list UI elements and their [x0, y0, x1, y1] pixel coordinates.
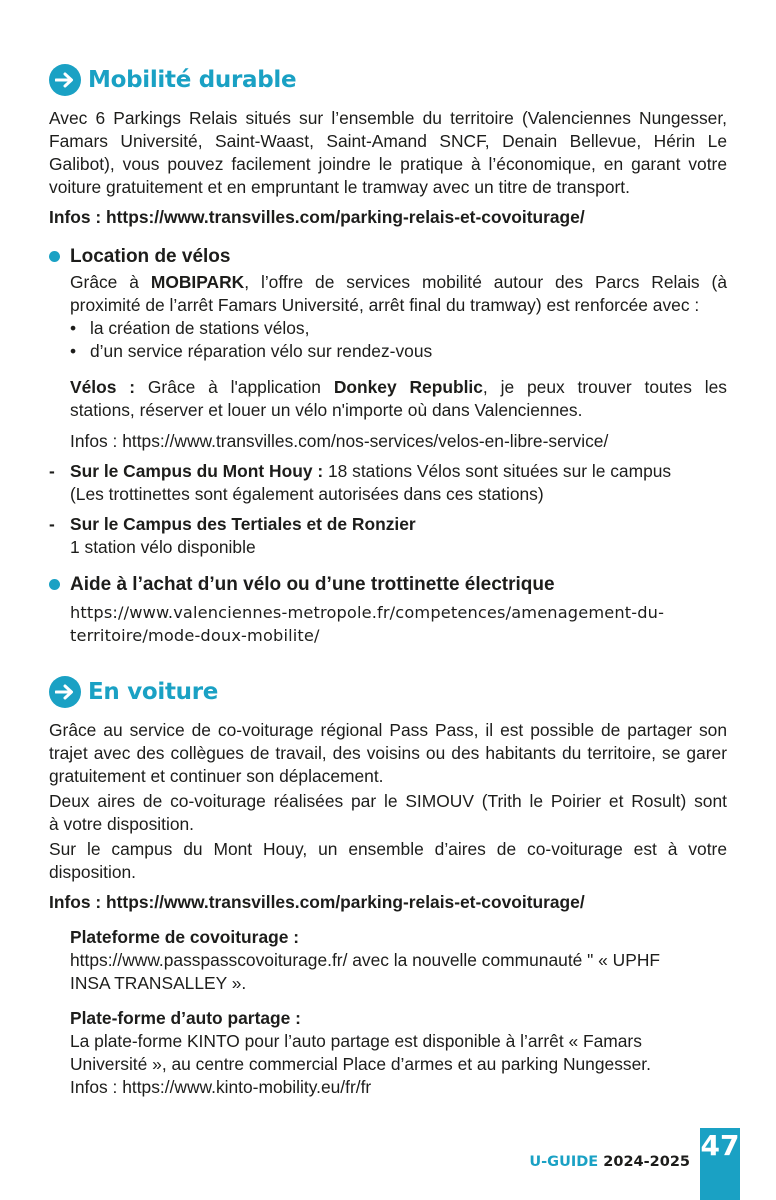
paragraph — [49, 719, 727, 788]
list-item — [49, 460, 727, 506]
text-line: proximité de l’arrêt Famars Université, arrêt final du tramway) est renforcée avec : — [70, 295, 700, 315]
bullet-dot-icon — [49, 251, 60, 262]
plateforme-heading: Plateforme de covoiturage : — [70, 927, 300, 947]
heading-text: Aide à l’achat d’un vélo ou d’une trottinette électrique — [70, 573, 555, 595]
footer — [529, 1128, 776, 1200]
section-title: Mobilité durable — [88, 66, 297, 93]
text-line: Galibot), vous pouvez facilement joindre le pratique à l’économique, en garant votre — [49, 154, 727, 174]
text-line: La plate-forme KINTO pour l’auto partage est disponible à l’arrêt « Famars — [70, 1031, 642, 1051]
text-line: voiture gratuitement et en empruntant le tramway avec un titre de transport. — [49, 177, 630, 197]
autopartage-heading: Plate-forme d’auto partage : — [70, 1008, 301, 1028]
velos-label: Vélos : — [70, 377, 136, 397]
arrow-right-circle-icon — [49, 64, 81, 96]
campus-label: Sur le Campus des Tertiales et de Ronzier — [70, 514, 416, 534]
dash-marker: - — [49, 514, 55, 534]
text-line: Infos : https://www.kinto-mobility.eu/fr/fr — [70, 1077, 372, 1097]
infos-link[interactable]: Infos : https://www.transvilles.com/parking-relais-et-covoiturage/ — [49, 892, 585, 912]
text-line: gratuitement et continuer son déplacement. — [49, 766, 384, 786]
section-heading-voiture — [49, 672, 727, 712]
text: , l’offre de services mobilité autour des Parcs Relais (à — [244, 272, 727, 292]
guide-year: 2024-2025 — [603, 1154, 690, 1170]
bullet-marker: • — [70, 341, 77, 361]
location-velos-body — [49, 271, 727, 453]
text: Grâce à — [70, 272, 151, 292]
section-heading-mobilite — [49, 60, 727, 100]
infos-link[interactable]: Infos : https://www.transvilles.com/parking-relais-et-covoiturage/ — [49, 207, 585, 227]
text: , je peux trouver toutes les — [482, 377, 727, 397]
aide-link[interactable] — [49, 601, 727, 647]
mobipark-label: MOBIPARK — [150, 272, 245, 292]
footer-label — [529, 1151, 690, 1174]
text-line: Université », au centre commercial Place d’armes et au parking Nungesser. — [70, 1054, 651, 1074]
campus-list — [49, 460, 727, 559]
text-line: à votre disposition. — [49, 814, 195, 834]
text-line: Famars Université, Saint-Waast, Saint-Amand SNCF, Denain Bellevue, Hérin Le — [49, 131, 727, 151]
text-line — [70, 271, 727, 294]
campus-label: Sur le Campus du Mont Houy : — [70, 461, 324, 481]
text-line: trajet avec des collègues de travail, des voisins ou des habitants du territoire, se garer — [49, 743, 727, 763]
bullet-marker: • — [70, 318, 77, 338]
text-line: (Les trottinettes sont également autorisées dans ces stations) — [70, 484, 544, 504]
list-item-text: d’un service réparation vélo sur rendez-vous — [90, 341, 433, 361]
velos-line — [70, 376, 727, 399]
velos-infos-link[interactable]: Infos : https://www.transvilles.com/nos-services/velos-en-libre-service/ — [70, 431, 609, 451]
text-line: https://www.passpasscovoiturage.fr/ avec la nouvelle communauté " « UPHF — [70, 950, 660, 970]
text-line: INSA TRANSALLEY ». — [70, 973, 247, 993]
autopartage-block — [49, 1007, 727, 1099]
paragraph — [49, 790, 727, 836]
url-line[interactable]: https://www.valenciennes-metropole.fr/competences/amenagement-du- — [70, 603, 665, 622]
location-velos-heading — [49, 243, 727, 269]
list-item — [70, 317, 727, 340]
paragraph — [49, 838, 727, 884]
url-line[interactable]: territoire/mode-doux-mobilite/ — [70, 626, 320, 645]
text-line: Grâce au service de co-voiturage régional Pass Pass, il est possible de partager son — [49, 720, 727, 740]
text: Grâce à l'application — [135, 377, 334, 397]
donkey-republic-label: Donkey Republic — [333, 377, 483, 397]
guide-name: U-GUIDE — [529, 1154, 599, 1170]
text-line: stations, réserver et louer un vélo n'importe où dans Valenciennes. — [70, 400, 583, 420]
list-item — [49, 513, 727, 559]
list-item-text: la création de stations vélos, — [90, 318, 310, 338]
bullet-dot-icon — [49, 579, 60, 590]
heading-text: Location de vélos — [70, 245, 231, 267]
page — [49, 0, 727, 1099]
text-line: Deux aires de co-voiturage réalisées par le SIMOUV (Trith le Poirier et Rosult) sont — [49, 791, 727, 811]
aide-heading — [49, 571, 727, 597]
text: 18 stations Vélos sont situées sur le campus — [323, 461, 672, 481]
text-line: 1 station vélo disponible — [70, 537, 256, 557]
arrow-right-circle-icon — [49, 676, 81, 708]
text-line: disposition. — [49, 862, 137, 882]
dash-marker: - — [49, 461, 55, 481]
list-item — [70, 340, 727, 363]
intro-paragraph — [49, 107, 727, 199]
plateforme-block — [49, 926, 727, 995]
text-line: Sur le campus du Mont Houy, un ensemble d’aires de co-voiturage est à votre — [49, 839, 727, 859]
text-line: Avec 6 Parkings Relais situés sur l’ensemble du territoire (Valenciennes Nungesser, — [49, 108, 727, 128]
page-number: 47 — [700, 1128, 740, 1200]
section-title: En voiture — [88, 678, 219, 705]
